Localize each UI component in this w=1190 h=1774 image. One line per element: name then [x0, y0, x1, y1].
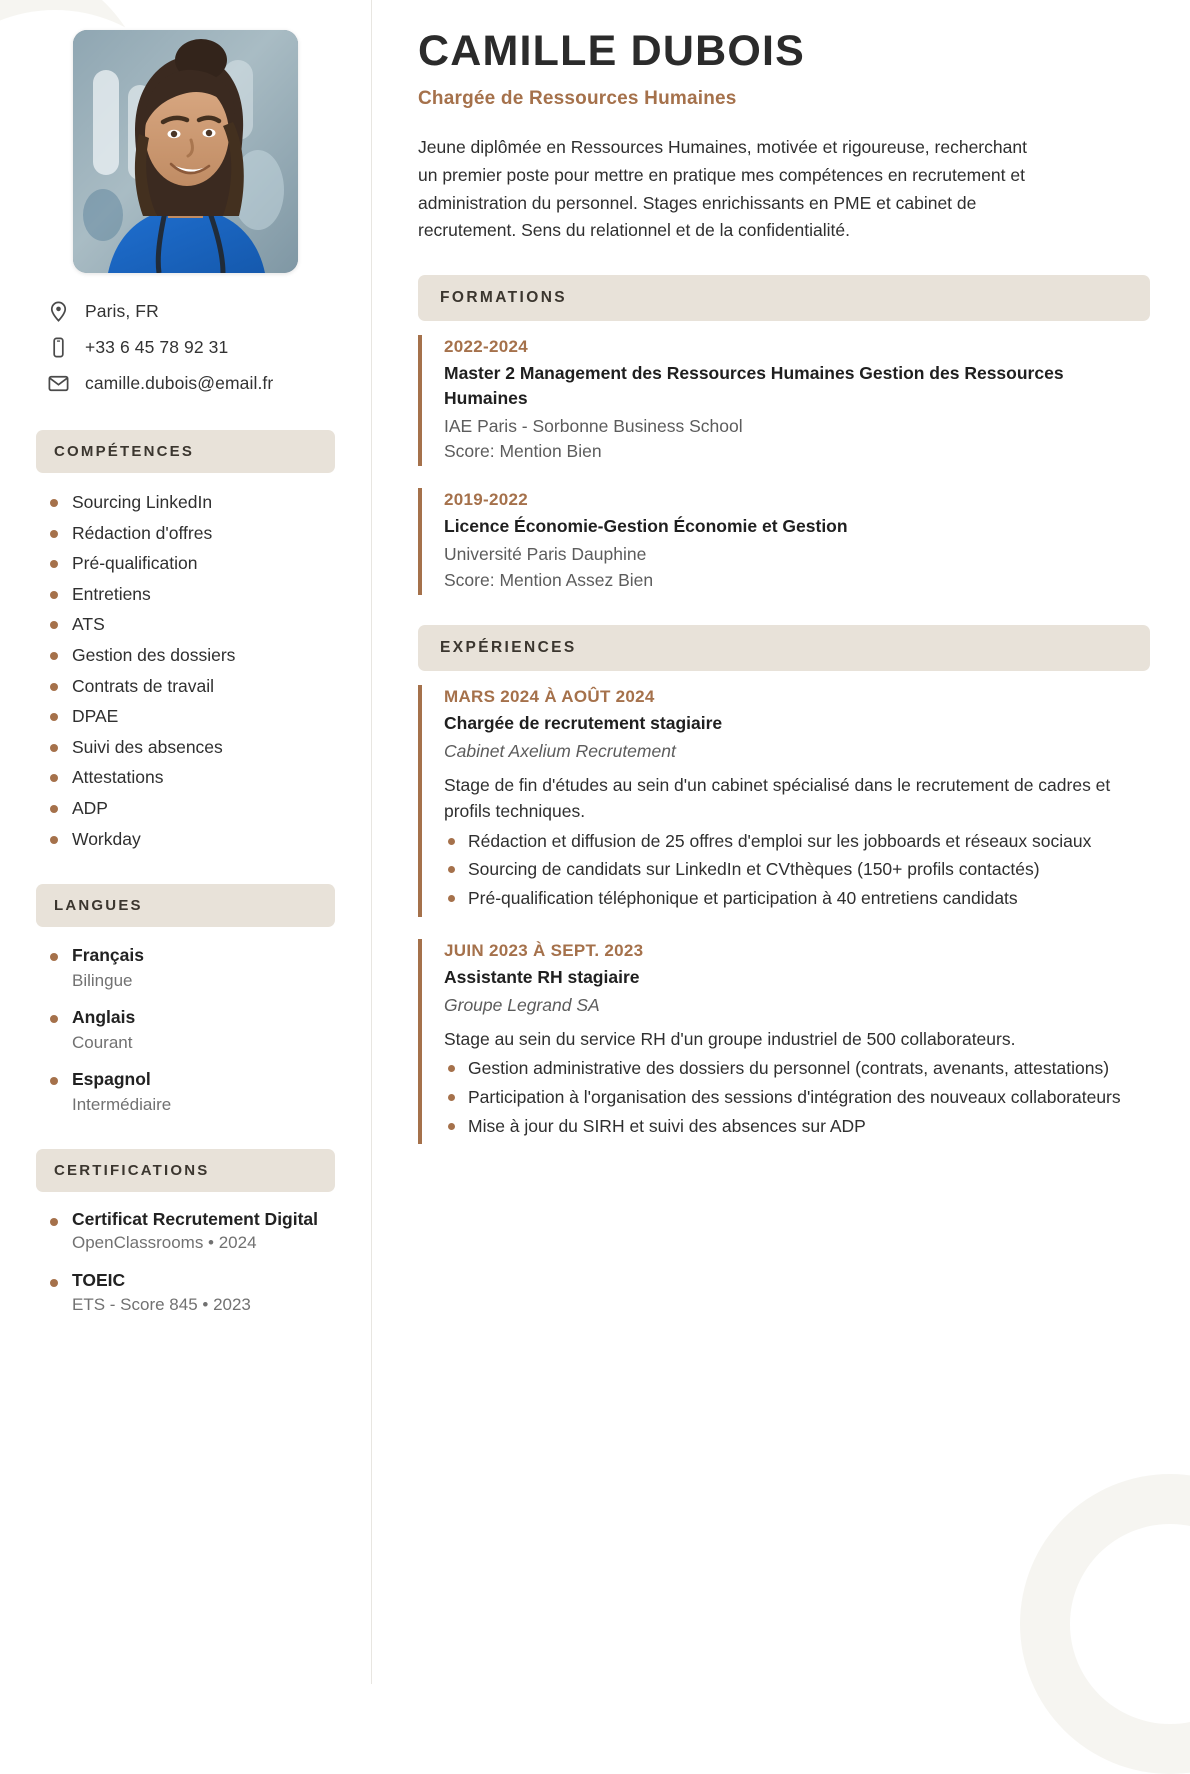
portrait-photo-icon	[73, 30, 298, 273]
list-item: Rédaction et diffusion de 25 offres d'emploi sur les jobboards et réseaux sociaux	[444, 829, 1150, 855]
experience-date: JUIN 2023 À SEPT. 2023	[444, 940, 644, 960]
list-item: Pré-qualification téléphonique et participation à 40 entretiens candidats	[444, 886, 1150, 912]
experience-title: Assistante RH stagiaire	[444, 966, 640, 987]
avatar	[73, 30, 298, 273]
languages-heading: LANGUES	[36, 884, 335, 927]
list-item: Gestion des dossiers	[48, 642, 335, 669]
education-score: Score: Mention Bien	[444, 440, 602, 461]
list-item: Contrats de travail	[48, 673, 335, 700]
language-name: Espagnol	[72, 1069, 151, 1090]
list-item	[48, 1005, 335, 1054]
skills-heading: COMPÉTENCES	[36, 430, 335, 473]
skills-list	[48, 489, 335, 852]
email-text: camille.dubois@email.fr	[85, 373, 274, 393]
education-entry	[418, 335, 1150, 466]
education-date: 2019-2022	[444, 490, 528, 510]
list-item: Workday	[48, 826, 335, 853]
languages-section	[36, 884, 335, 1117]
certification-meta: OpenClassrooms • 2024	[72, 1233, 257, 1253]
experience-description: Stage au sein du service RH d'un groupe industriel de 500 collaborateurs.	[444, 1028, 1016, 1049]
languages-list	[48, 943, 335, 1117]
list-item: Gestion administrative des dossiers du personnel (contrats, avenants, attestations)	[444, 1056, 1150, 1082]
list-item: Rédaction d'offres	[48, 520, 335, 547]
list-item: Sourcing de candidats sur LinkedIn et CVthèques (150+ profils contactés)	[444, 857, 1150, 883]
education-org: IAE Paris - Sorbonne Business School	[444, 415, 743, 436]
experience-section	[418, 625, 1150, 1145]
list-item: Participation à l'organisation des sessions d'intégration des nouveaux collaborateurs	[444, 1085, 1150, 1111]
skills-section	[36, 430, 335, 852]
experience-title: Chargée de recrutement stagiaire	[444, 712, 723, 733]
main-content	[372, 0, 1190, 1684]
experience-bullets	[444, 829, 1150, 912]
phone-icon	[46, 335, 71, 360]
list-item: ATS	[48, 611, 335, 638]
contact-info	[46, 299, 335, 396]
contact-phone	[46, 335, 335, 360]
contact-email	[46, 371, 335, 396]
language-name: Français	[72, 945, 144, 966]
job-title: Chargée de Ressources Humaines	[418, 88, 737, 110]
certification-name: TOEIC	[72, 1269, 126, 1290]
list-item	[48, 1067, 335, 1116]
education-title: Licence Économie-Gestion Économie et Gestion	[444, 516, 848, 537]
experience-bullets	[444, 1056, 1150, 1139]
language-level: Bilingue	[72, 970, 133, 990]
certifications-list	[48, 1208, 335, 1318]
experience-date: MARS 2024 À AOÛT 2024	[444, 686, 655, 706]
list-item: Entretiens	[48, 581, 335, 608]
education-section	[418, 275, 1150, 595]
education-entry	[418, 488, 1150, 595]
language-level: Intermédiaire	[72, 1094, 172, 1114]
list-item: Mise à jour du SIRH et suivi des absences sur ADP	[444, 1114, 1150, 1140]
certification-name: Certificat Recrutement Digital	[72, 1208, 319, 1229]
list-item: Pré-qualification	[48, 550, 335, 577]
list-item	[48, 1208, 335, 1256]
list-item: Sourcing LinkedIn	[48, 489, 335, 516]
contact-location	[46, 299, 335, 324]
envelope-icon	[46, 371, 71, 396]
education-heading: FORMATIONS	[418, 275, 1150, 321]
experience-org: Cabinet Axelium Recrutement	[444, 740, 676, 761]
location-text: Paris, FR	[85, 301, 159, 321]
language-name: Anglais	[72, 1007, 136, 1028]
experience-entry	[418, 685, 1150, 917]
certifications-heading: CERTIFICATIONS	[36, 1149, 335, 1192]
list-item	[48, 943, 335, 992]
list-item: Suivi des absences	[48, 734, 335, 761]
location-pin-icon	[46, 299, 71, 324]
experience-heading: EXPÉRIENCES	[418, 625, 1150, 671]
experience-org: Groupe Legrand SA	[444, 994, 600, 1015]
education-date: 2022-2024	[444, 336, 528, 356]
phone-text: +33 6 45 78 92 31	[85, 337, 229, 357]
language-level: Courant	[72, 1032, 133, 1052]
page-title: CAMILLE DUBOIS	[418, 27, 806, 75]
experience-description: Stage de fin d'études au sein d'un cabinet spécialisé dans le recrutement de cadres et profils techniques.	[444, 775, 1111, 822]
experience-entry	[418, 939, 1150, 1145]
sidebar	[0, 0, 372, 1684]
list-item: Attestations	[48, 764, 335, 791]
list-item: ADP	[48, 795, 335, 822]
education-org: Université Paris Dauphine	[444, 544, 647, 565]
certifications-section	[36, 1149, 335, 1318]
profile-summary: Jeune diplômée en Ressources Humaines, motivée et rigoureuse, recherchant un premier poste pour mettre en pratique mes compétences en recrutement et administration du personnel. Stages enrichissants en PME et cabinet de recrutement. Sens du relationnel et de la confidentialité.	[418, 137, 1027, 241]
education-title: Master 2 Management des Ressources Humaines Gestion des Ressources Humaines	[444, 362, 1064, 408]
photo-container	[36, 30, 335, 273]
list-item	[48, 1269, 335, 1317]
list-item: DPAE	[48, 703, 335, 730]
education-score: Score: Mention Assez Bien	[444, 569, 654, 590]
certification-meta: ETS - Score 845 • 2023	[72, 1294, 251, 1314]
